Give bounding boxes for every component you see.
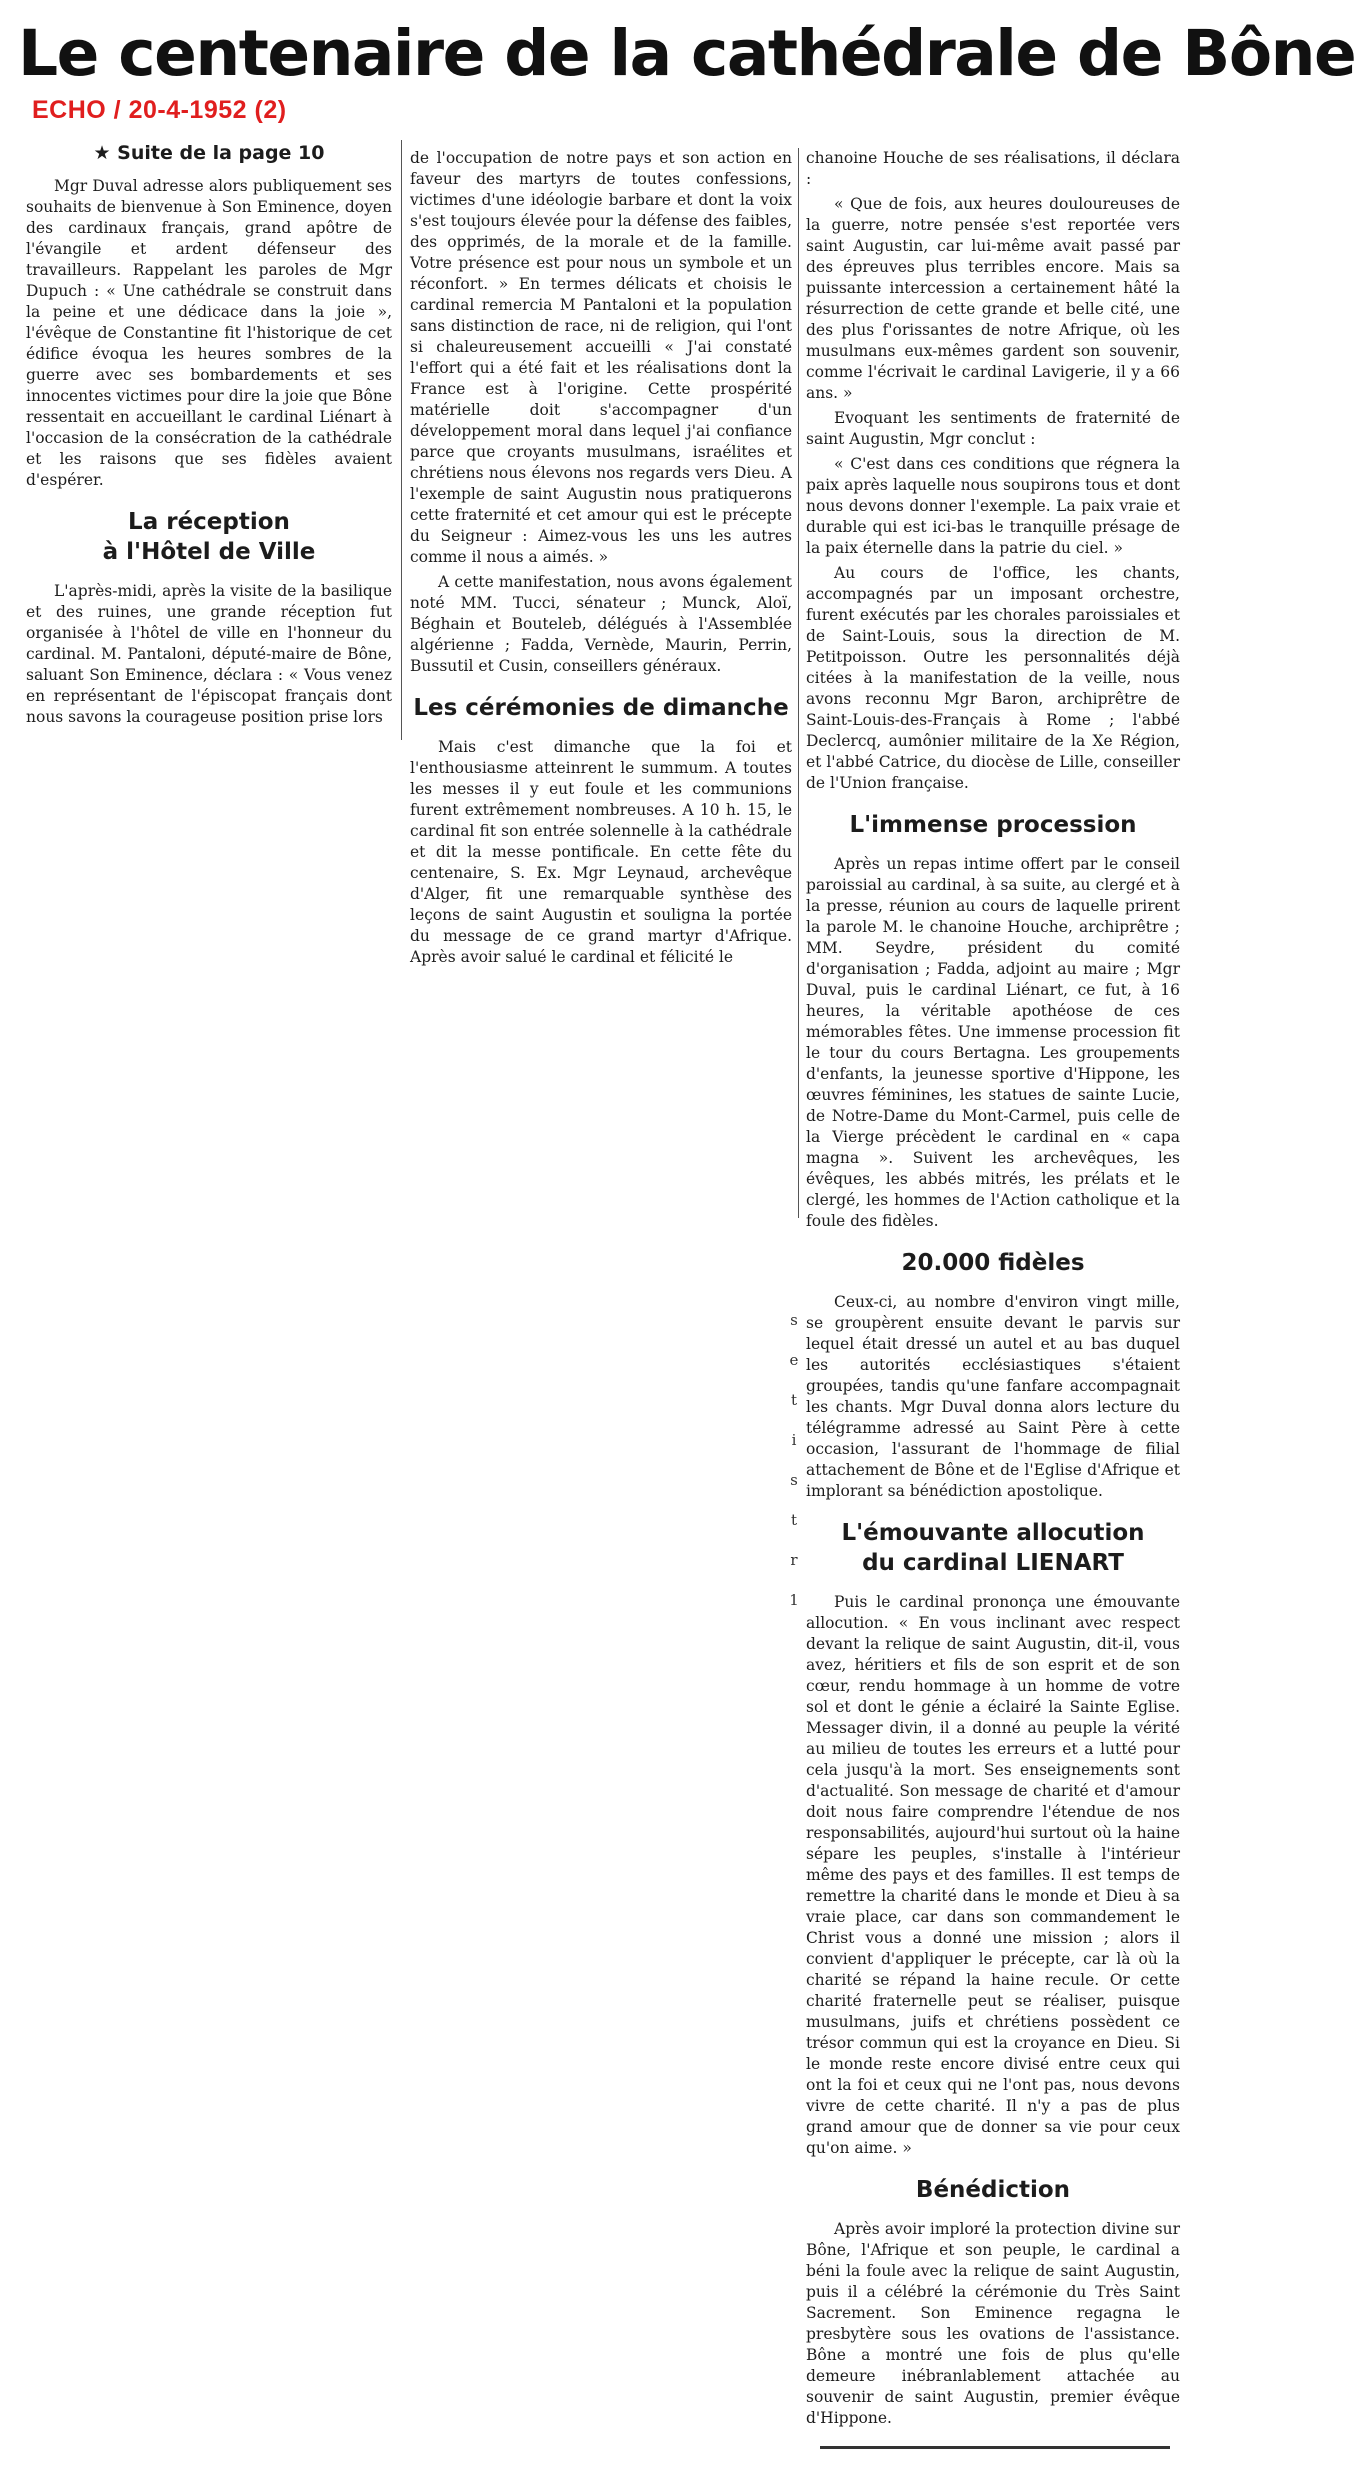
continuation-kicker: ★ Suite de la page 10 [93,142,325,164]
column-1 [26,140,392,740]
paragraph: Mgr Duval adresse alors publiquement ses souhaits de bienvenue à Son Eminence, doyen des cardinaux français, grand apôtre de l'évangile et ardent défenseur des travailleurs. Rappelant les paroles de Mgr Dupuch : « Une cathédrale se construit dans la peine et une dédicace dans la joie », l'évêque de Constantine fit l'historique de cet édifice évoqua les heures sombres de la guerre avec ses bombardements et ses innocentes victimes pour dire la joie que Bône ressentait en accueillant le cardinal Liénart à l'occasion de la consécration de la cathédrale et les raisons que ses fidèles avaient d'espérer. [26,177,392,489]
archive-stamp: ECHO / 20-4-1952 (2) [32,96,287,124]
subheading-line: du cardinal LIENART [862,1550,1124,1576]
column-2 [410,148,792,1048]
paragraph: Après un repas intime offert par le conseil paroissial au cardinal, à sa suite, au clergé et à la presse, réunion au cours de laquelle prirent la parole M. le chanoine Houche, archiprêtre ; MM. Seydre, président du comité d'organisation ; Fadda, adjoint au maire ; Mgr Duval, puis le cardinal Liénart, ce fut, à 16 heures, la véritable apothéose de ces mémorables fêtes. Une immense procession fit le tour du cours Bertagna. Les groupements d'enfants, la jeunesse sportive d'Hippone, les œuvres féminines, les statues de sainte Lucie, de Notre-Dame du Mont-Carmel, puis celle de la Vierge précèdent le cardinal en « capa magna ». Suivent les archevêques, les évêques, les abbés mitrés, les prélats et le clergé, les hommes de l'Action catholique et la foule des fidèles. [806,855,1180,1230]
margin-letter: r [790,1551,798,1569]
paragraph: A cette manifestation, nous avons également noté MM. Tucci, sénateur ; Munck, Aloï, Béghain et Bouteleb, délégués à l'Assemblée algérienne ; Fadda, Vernède, Maurin, Perrin, Bussutil et Cusin, conseillers généraux. [410,573,792,675]
paragraph: de l'occupation de notre pays et son action en faveur des martyrs de toutes confessions, victimes d'une idéologie barbare et dont la voix s'est toujours élevée pour la défense des faibles, des opprimés, de la morale et de la famille. Votre présence est pour nous un symbole et un réconfort. » En termes délicats et choisis le cardinal remercia M Pantaloni et la population sans distinction de race, ni de religion, qui l'ont si chaleureusement accueilli « J'ai constaté l'effort qui a été fait et les réalisations dont la France est à l'origine. Cette prospérité matérielle doit s'accompagner d'un développement moral dans lequel j'ai confiance parce que croyants musulmans, israélites et chrétiens nous élevons nos regards vers Dieu. A l'exemple de saint Augustin nous pratiquerons cette fraternité et cet amour qui est le précepte du Seigneur : Aimez-vous les uns les autres comme il nous a aimés. » [410,149,792,566]
paragraph: « C'est dans ces conditions que régnera la paix après laquelle nous soupirons tous et dont nous devons donner l'exemple. La paix vraie et durable qui est ici-bas le tranquille présage de la paix éternelle dans la patrie du ciel. » [806,455,1180,557]
margin-letter: s [790,1471,798,1489]
article-end-rule [820,2446,1170,2449]
paragraph: Mais c'est dimanche que la foi et l'enthousiasme atteinrent le summum. A toutes les messes il y eut foule et les communions furent extrêmement nombreuses. A 10 h. 15, le cardinal fit son entrée solennelle à la cathédrale et dit la messe pontificale. En cette fête du centenaire, S. Ex. Mgr Leynaud, archevêque d'Alger, fit une remarquable synthèse des leçons de saint Augustin et souligna la portée du message de ce grand martyr d'Afrique. Après avoir salué le cardinal et félicité le [410,738,792,966]
margin-letter: i [791,1431,797,1449]
paragraph: Puis le cardinal prononça une émouvante allocution. « En vous inclinant avec respect devant la relique de saint Augustin, dit-il, vous avez, héritiers et fils de son esprit et de son cœur, rendu hommage à un homme de votre sol et dont le génie a éclairé la Sainte Eglise. Messager divin, il a donné au peuple la vérité au milieu de toutes les erreurs et a lutté pour cela jusqu'à la mort. Ses enseignements sont d'actualité. Son message de charité et d'amour doit nous faire comprendre l'étendue de nos responsabilités, aujourd'hui surtout où la haine sépare les peuples, s'installe à l'intérieur même des pays et des familles. Il est temps de remettre la charité dans le monde et Dieu à sa vraie place, car dans son commandement le Christ vous a donné une mission ; alors il convient d'appliquer le précepte, car là où la charité se répand la haine recule. Or cette charité fraternelle peut se réaliser, puisque musulmans, juifs et chrétiens possèdent ce trésor commun qui est la croyance en Dieu. Si le monde reste encore divisé entre ceux qui ont la foi et ceux qui ne l'ont pas, nous devons vivre de cette charité. Il n'y a pas de plus grand amour que de donner sa vie pour ceux qu'on aime. » [806,1593,1180,2157]
paragraph: Après avoir imploré la protection divine sur Bône, l'Afrique et son peuple, le cardinal a béni la foule avec la relique de saint Augustin, puis il a célébré la cérémonie du Très Saint Sacrement. Son Eminence regagna le presbytère sous les ovations de l'assistance. Bône a montré une fois de plus qu'elle demeure inébranlablement attachée au souvenir de saint Augustin, premier évêque d'Hippone. [806,2220,1180,2427]
paragraph: Evoquant les sentiments de fraternité de saint Augustin, Mgr conclut : [806,409,1180,448]
subheading-benediction: Bénédiction [915,2177,1071,2203]
subheading-line: à l'Hôtel de Ville [102,539,316,565]
paragraph: « Que de fois, aux heures douloureuses de la guerre, notre pensée s'est reportée vers saint Augustin, car lui-même avait passé par des épreuves plus terribles encore. Mais sa puissante intercession a certainement hâté la résurrection de cette grande et belle cité, une des plus f'orissantes de notre Afrique, où les musulmans eux-mêmes gardent son souvenir, comme l'écrivait le cardinal Lavigerie, il y a 66 ans. » [806,195,1180,402]
paragraph: chanoine Houche de ses réalisations, il déclara : [806,149,1180,188]
margin-letter: s [790,1311,798,1329]
margin-letter: e [789,1351,799,1369]
subheading-fideles: 20.000 fidèles [901,1250,1085,1276]
margin-letter: t [790,1391,798,1409]
column-rule-1 [401,140,402,740]
paragraph: Ceux-ci, au nombre d'environ vingt mille, se groupèrent ensuite devant le parvis sur lequel était dressé un autel et au bas duquel les autorités ecclésiastiques s'étaient groupées, tandis qu'une fanfare accompagnait les chants. Mgr Duval donna alors lecture du télégramme adressé au Saint Père à cette occasion, l'assurant de l'hommage de filial attachement de Bône et de l'Eglise d'Afrique et implorant sa bénédiction apostolique. [806,1293,1180,1500]
margin-letter: t [790,1511,798,1529]
subheading-line: L'émouvante allocution [841,1520,1145,1546]
column-3 [806,148,1180,2448]
margin-letter: 1 [789,1591,799,1609]
paragraph: L'après-midi, après la visite de la basilique et des ruines, une grande réception fut organisée à l'hôtel de ville en l'honneur du cardinal. M. Pantaloni, député-maire de Bône, saluant Son Eminence, déclara : « Vous venez en représentant de l'épiscopat français dont nous savons la courageuse position prise lors [26,582,392,726]
subheading-line: La réception [128,509,290,535]
subheading-procession: L'immense procession [849,812,1137,838]
margin-letters [788,1300,800,1620]
column-rule-2 [798,148,799,1218]
subheading-ceremonies: Les cérémonies de dimanche [413,695,789,721]
subheading-allocution [806,1518,1180,1578]
headline: Le centenaire de la cathédrale de Bône [18,17,1355,90]
subheading-reception [26,507,392,567]
paragraph: Au cours de l'office, les chants, accompagnés par un imposant orchestre, furent exécutés par les chorales paroissiales et de Saint-Louis, sous la direction de M. Petitpoisson. Outre les personnalités déjà citées à la manifestation de la veille, nous avons reconnu Mgr Baron, archiprêtre de Saint-Louis-des-Français à Rome ; l'abbé Declercq, aumônier militaire de la Xe Région, et l'abbé Catrice, du diocèse de Lille, conseiller de l'Union française. [806,564,1180,792]
